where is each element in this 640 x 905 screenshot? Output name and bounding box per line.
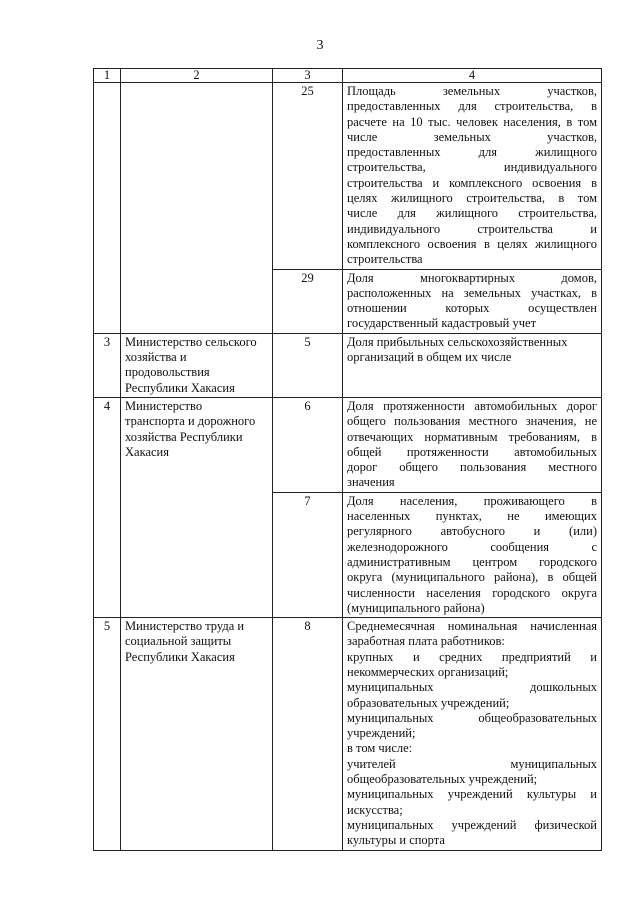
text-line: общеобразовательных учреждений;: [347, 772, 538, 787]
ministry-line: Хакасия: [125, 444, 169, 459]
text-line: регулярного автобусного и (или): [347, 524, 597, 539]
ministry-line: Министерство: [125, 398, 203, 413]
text-line: округа (муниципального района), в общей: [347, 570, 597, 585]
text-line: дорог общего пользования местного: [347, 460, 597, 475]
text-line: Площадь земельных участков,: [347, 84, 597, 98]
page-number: 3: [316, 38, 324, 53]
table-row: [94, 333, 602, 397]
text-line: числе для жилищного строительства,: [347, 206, 597, 221]
text-line: некоммерческих организаций;: [347, 664, 509, 679]
text-line: в том числе:: [347, 741, 413, 756]
row-number: 4: [94, 397, 121, 617]
indicator-index: 5: [273, 333, 343, 397]
indicators-table: [93, 68, 602, 851]
header-col-2: 2: [121, 69, 273, 83]
text-line: расчете на 10 тыс. человек населения, в том: [347, 114, 597, 129]
text-line: расположенных на земельных участках, в: [347, 285, 597, 300]
table-header-row: [94, 69, 602, 83]
text-line: культуры и спорта: [347, 833, 445, 848]
text-line: строительства: [347, 252, 423, 267]
text-line: искусства;: [347, 802, 403, 817]
indicator-index: 25: [273, 83, 343, 270]
row-number: 3: [94, 333, 121, 397]
text-line: целях жилищного строительства, в том: [347, 191, 597, 206]
text-line: числе земельных участков,: [347, 129, 597, 144]
header-col-3: 3: [273, 69, 343, 83]
text-line: Доля населения, проживающего в: [347, 493, 597, 508]
ministry-line: продовольствия: [125, 365, 210, 380]
text-line: учреждений;: [347, 726, 416, 741]
text-line: Доля многоквартирных домов,: [347, 270, 597, 285]
text-line: крупных и средних предприятий и: [347, 649, 597, 664]
indicator-text: [343, 618, 602, 850]
text-line: учителей муниципальных: [347, 756, 597, 771]
text-line: административным центром городского: [347, 554, 597, 569]
table-row: [94, 618, 602, 850]
indicator-index: 8: [273, 618, 343, 850]
row-number: 5: [94, 618, 121, 850]
text-line: отвечающих нормативным требованиям, в: [347, 429, 597, 444]
text-line: муниципальных учреждений культуры и: [347, 787, 597, 802]
text-line: общей протяженности автомобильных: [347, 444, 597, 459]
header-col-4: 4: [343, 69, 602, 83]
text-line: Среднемесячная номинальная начисленная: [347, 619, 597, 634]
row-number: [94, 83, 121, 334]
ministry-line: Республики Хакасия: [125, 380, 235, 395]
text-line: Доля протяженности автомобильных дорог: [347, 398, 597, 413]
text-line: (муниципального района): [347, 600, 485, 615]
text-line: муниципальных общеобразовательных: [347, 710, 597, 725]
indicator-index: 7: [273, 492, 343, 617]
text-line: организаций в общем их числе: [347, 350, 512, 365]
table-row: [94, 397, 602, 492]
indicator-index: 29: [273, 269, 343, 333]
ministry-line: хозяйства и: [125, 350, 187, 365]
indicator-index: 6: [273, 397, 343, 492]
text-line: заработная плата работников:: [347, 634, 505, 649]
ministry-cell: [121, 618, 273, 850]
text-line: железнодорожного сообщения с: [347, 539, 597, 554]
indicator-text: [343, 269, 602, 333]
ministry-line: Министерство сельского: [125, 334, 257, 349]
ministry-line: хозяйства Республики: [125, 429, 243, 444]
text-line: общего пользования местного значения, не: [347, 414, 597, 429]
text-line: индивидуального строительства и: [347, 221, 597, 236]
text-line: муниципальных учреждений физической: [347, 817, 597, 832]
indicator-text: [343, 83, 602, 270]
text-line: государственный кадастровый учет: [347, 316, 537, 331]
ministry-line: социальной защиты: [125, 634, 232, 649]
text-line: значения: [347, 475, 395, 490]
table-row: [94, 83, 602, 270]
ministry-line: Республики Хакасия: [125, 649, 235, 664]
text-line: строительства и комплексного освоения в: [347, 175, 597, 190]
text-line: строительства, индивидуального: [347, 160, 597, 175]
ministry-cell: [121, 83, 273, 334]
ministry-line: Министерство труда и: [125, 619, 245, 634]
text-line: отношении которых осуществлен: [347, 301, 597, 316]
text-line: населенных пунктах, не имеющих: [347, 509, 597, 524]
ministry-cell: [121, 397, 273, 617]
text-line: муниципальных дошкольных: [347, 680, 597, 695]
text-line: Доля прибыльных сельскохозяйственных: [347, 334, 568, 349]
indicator-text: [343, 333, 602, 397]
header-col-1: 1: [94, 69, 121, 83]
text-line: предоставленных для строительства, в: [347, 99, 597, 114]
text-line: образовательных учреждений;: [347, 695, 510, 710]
text-line: предоставленных для жилищного: [347, 145, 597, 160]
text-line: комплексного освоения в целях жилищного: [347, 236, 597, 251]
text-line: численности населения городского округа: [347, 585, 597, 600]
ministry-cell: [121, 333, 273, 397]
ministry-line: транспорта и дорожного: [125, 414, 256, 429]
indicator-text: [343, 397, 602, 492]
indicator-text: [343, 492, 602, 617]
